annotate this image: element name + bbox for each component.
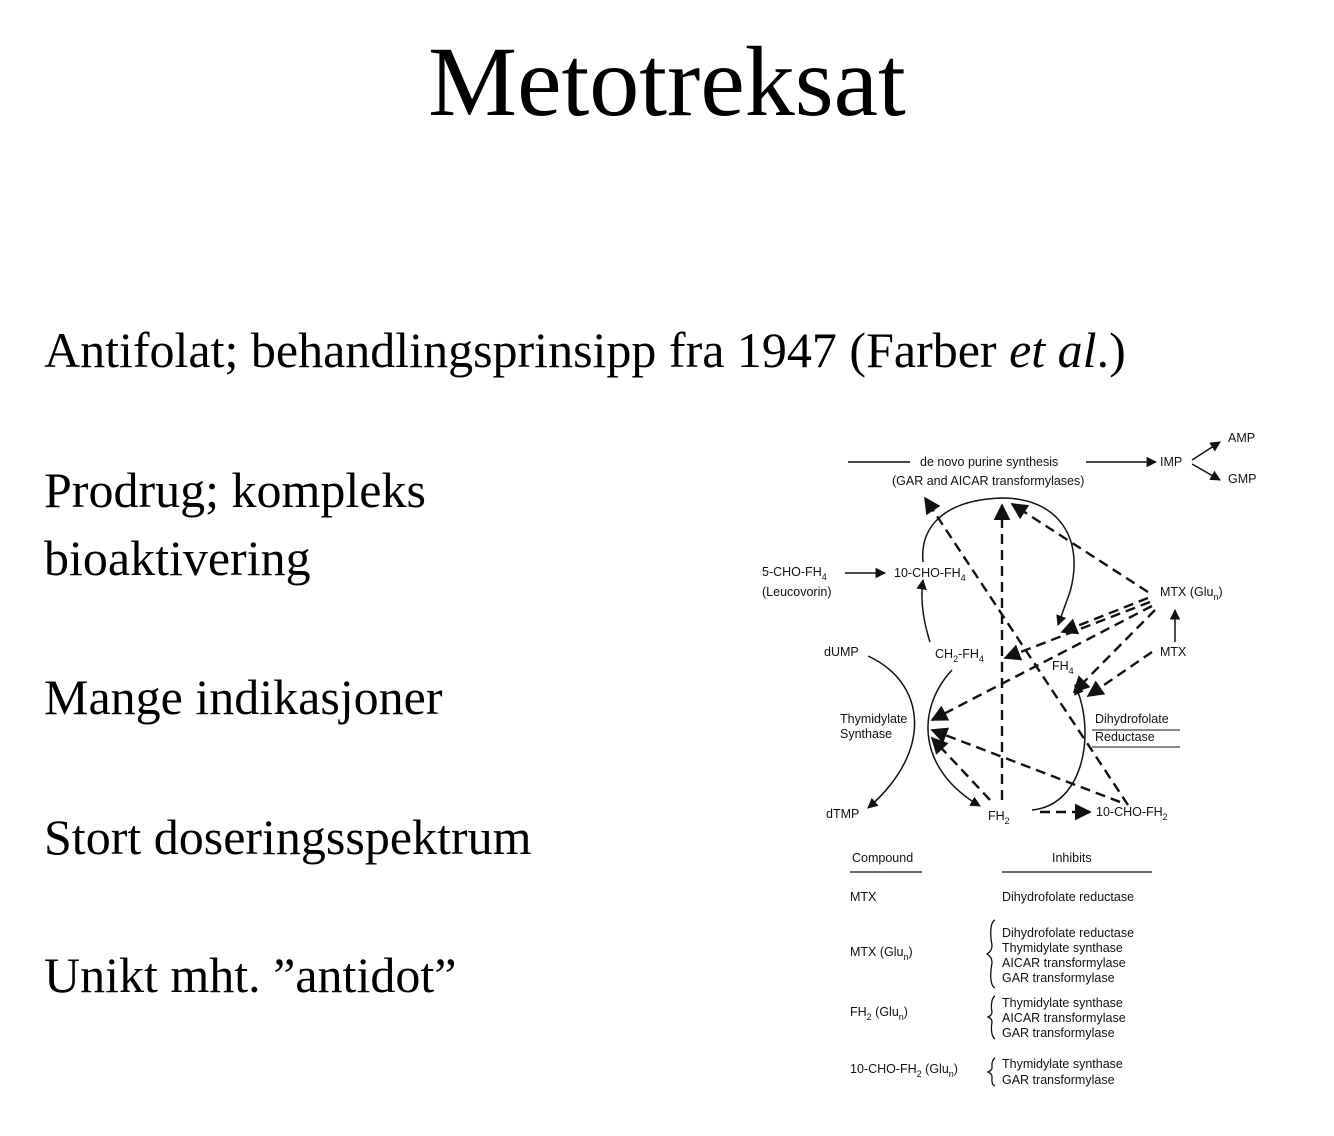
bullet-prodrug-line2: bioaktivering xyxy=(44,530,311,586)
gmp-label: GMP xyxy=(1228,472,1257,486)
table-row-1-compound: MTX xyxy=(850,890,877,904)
table-row-2-inhibits-4: GAR transformylase xyxy=(1002,971,1115,985)
dtmp-label: dTMP xyxy=(826,807,860,821)
table-row-3-inhibits-2: AICAR transformylase xyxy=(1002,1011,1126,1025)
mtx-label: MTX xyxy=(1160,645,1187,659)
table-row-4-inhibits-1: Thymidylate synthase xyxy=(1002,1057,1123,1071)
table-row-1-inhibits: Dihydrofolate reductase xyxy=(1002,890,1135,904)
table-row-3-compound: $FH_2$ (Glu$_n$) xyxy=(850,1005,908,1022)
bullet-indikasjoner: Mange indikasjoner xyxy=(44,669,443,725)
cho-fh2-to-purine-inhibition xyxy=(925,498,1128,805)
ts-label-1: Thymidylate xyxy=(840,712,908,726)
mtx-glu-label: MTX (Glu$_n$) xyxy=(1160,585,1223,602)
mtx-glu-to-purine-inhibition xyxy=(1012,504,1148,592)
table-row-4-brace xyxy=(988,1058,995,1086)
purine-label: de novo purine synthesis xyxy=(920,455,1059,469)
fh4-label: $FH_4$ xyxy=(1052,659,1074,676)
folate-pathway-diagram xyxy=(740,420,1320,1100)
dump-label: dUMP xyxy=(824,645,859,659)
table-row-2-inhibits-2: Thymidylate synthase xyxy=(1002,941,1123,955)
table-header-compound: Compound xyxy=(852,851,914,865)
mtx-glu-to-ts-inhibition xyxy=(932,606,1152,720)
dhfr-label-2: Reductase xyxy=(1095,730,1155,744)
table-header-inhibits: Inhibits xyxy=(1052,851,1092,865)
leucovorin-name: (Leucovorin) xyxy=(762,585,832,599)
table-row-2-inhibits-1: Dihydrofolate reductase xyxy=(1002,926,1135,940)
purine-sub-label: (GAR and AICAR transformylases) xyxy=(892,474,1085,488)
table-row-4-compound: $10-CHO-FH_2$ (Glu$_n$) xyxy=(850,1062,958,1079)
ch2-to-cho-arrow xyxy=(922,580,930,642)
cho-fh2-label: $10-CHO-FH_2$ xyxy=(1096,805,1168,822)
ts-label-2: Synthase xyxy=(840,727,893,741)
table-row-4-inhibits-2: GAR transformylase xyxy=(1002,1073,1115,1087)
bullet-antifolat: Antifolat; behandlingsprinsipp fra 1947 (Farber et al.) xyxy=(44,322,1126,378)
leucovorin-formula: $5-CHO-FH_4$ xyxy=(762,565,827,582)
table-row-3-inhibits-1: Thymidylate synthase xyxy=(1002,996,1123,1010)
bullet-antidot: Unikt mht. ”antidot” xyxy=(44,947,457,1003)
dhfr-label-1: Dihydrofolate xyxy=(1095,712,1169,726)
slide-title: Metotreksat xyxy=(428,26,906,137)
imp-to-amp-arrow xyxy=(1192,442,1220,460)
table-row-2-brace xyxy=(987,920,995,988)
ch2-fh4-label: $CH_2-FH_4$ xyxy=(935,647,984,664)
table-row-3-inhibits-3: GAR transformylase xyxy=(1002,1026,1115,1040)
bullet-dosering: Stort doseringsspektrum xyxy=(44,809,532,865)
bullet-prodrug-line1: Prodrug; kompleks xyxy=(44,462,426,518)
mtx-glu-to-fh4-inhibition xyxy=(1005,602,1150,658)
mtx-to-dhfr-inhibition xyxy=(1088,652,1152,696)
imp-to-gmp-arrow xyxy=(1192,464,1220,480)
table-row-2-compound: MTX (Glu$_n$) xyxy=(850,945,913,962)
fh2-to-fh4-arc xyxy=(1032,685,1085,810)
table-row-3-brace xyxy=(988,996,995,1039)
table-row-2-inhibits-3: AICAR transformylase xyxy=(1002,956,1126,970)
imp-label: IMP xyxy=(1160,455,1183,469)
fh2-label: $FH_2$ xyxy=(988,809,1010,826)
amp-label: AMP xyxy=(1228,431,1256,445)
upper-cycle-arrow xyxy=(1058,592,1070,625)
cho-fh4-label: $10-CHO-FH_4$ xyxy=(894,566,966,583)
